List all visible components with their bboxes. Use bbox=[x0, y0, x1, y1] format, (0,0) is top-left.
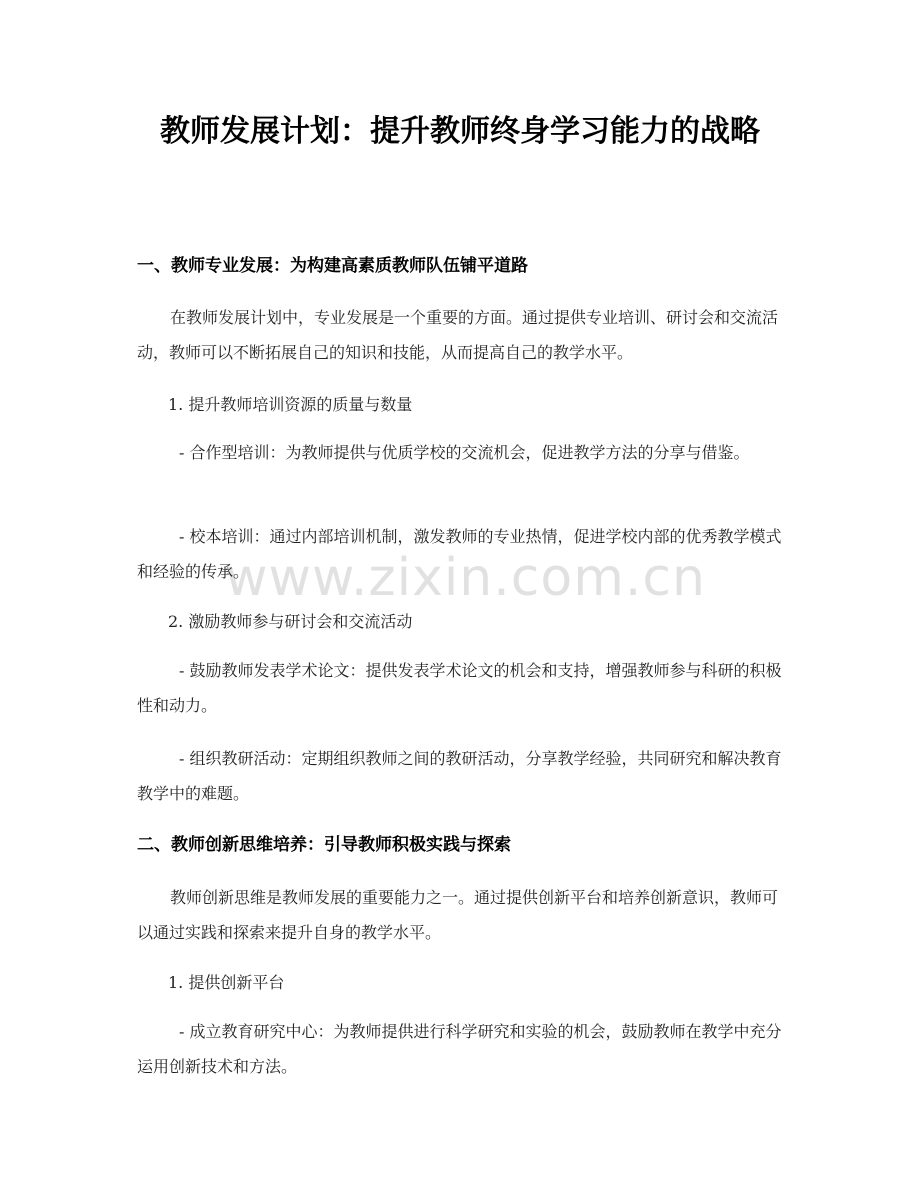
section-intro-paragraph: 在教师发展计划中，专业发展是一个重要的方面。通过提供专业培训、研讨会和交流活动，教师可以不断拓展自己的知识和技能，从而提高自己的教学水平。 bbox=[137, 308, 779, 362]
numbered-item: 1. 提供创新平台 bbox=[168, 973, 285, 992]
bullet-paragraph: - 合作型培训：为教师提供与优质学校的交流机会，促进教学方法的分享与借鉴。 bbox=[179, 443, 750, 462]
numbered-item: 1. 提升教师培训资源的质量与数量 bbox=[168, 395, 413, 414]
bullet-paragraph: - 校本培训：通过内部培训机制，激发教师的专业热情，促进学校内部的优秀教学模式和经验的传承。 bbox=[137, 527, 782, 581]
section-intro-paragraph: 教师创新思维是教师发展的重要能力之一。通过提供创新平台和培养创新意识，教师可以通过实践和探索来提升自身的教学水平。 bbox=[137, 888, 779, 942]
section-heading: 一、教师专业发展：为构建高素质教师队伍铺平道路 bbox=[137, 256, 528, 276]
section-heading: 二、教师创新思维培养：引导教师积极实践与探索 bbox=[137, 835, 511, 855]
bullet-paragraph: - 成立教育研究中心：为教师提供进行科学研究和实验的机会，鼓励教师在教学中充分运用创新技术和方法。 bbox=[137, 1022, 782, 1076]
watermark: www.zixin.com.cn bbox=[225, 548, 706, 608]
bullet-paragraph: - 鼓励教师发表学术论文：提供发表学术论文的机会和支持，增强教师参与科研的积极性和动力。 bbox=[137, 661, 782, 715]
page-title: 教师发展计划：提升教师终身学习能力的战略 bbox=[160, 114, 760, 149]
numbered-item: 2. 激励教师参与研讨会和交流活动 bbox=[168, 612, 413, 631]
bullet-paragraph: - 组织教研活动：定期组织教师之间的教研活动，分享教学经验，共同研究和解决教育教学中的难题。 bbox=[137, 749, 782, 803]
